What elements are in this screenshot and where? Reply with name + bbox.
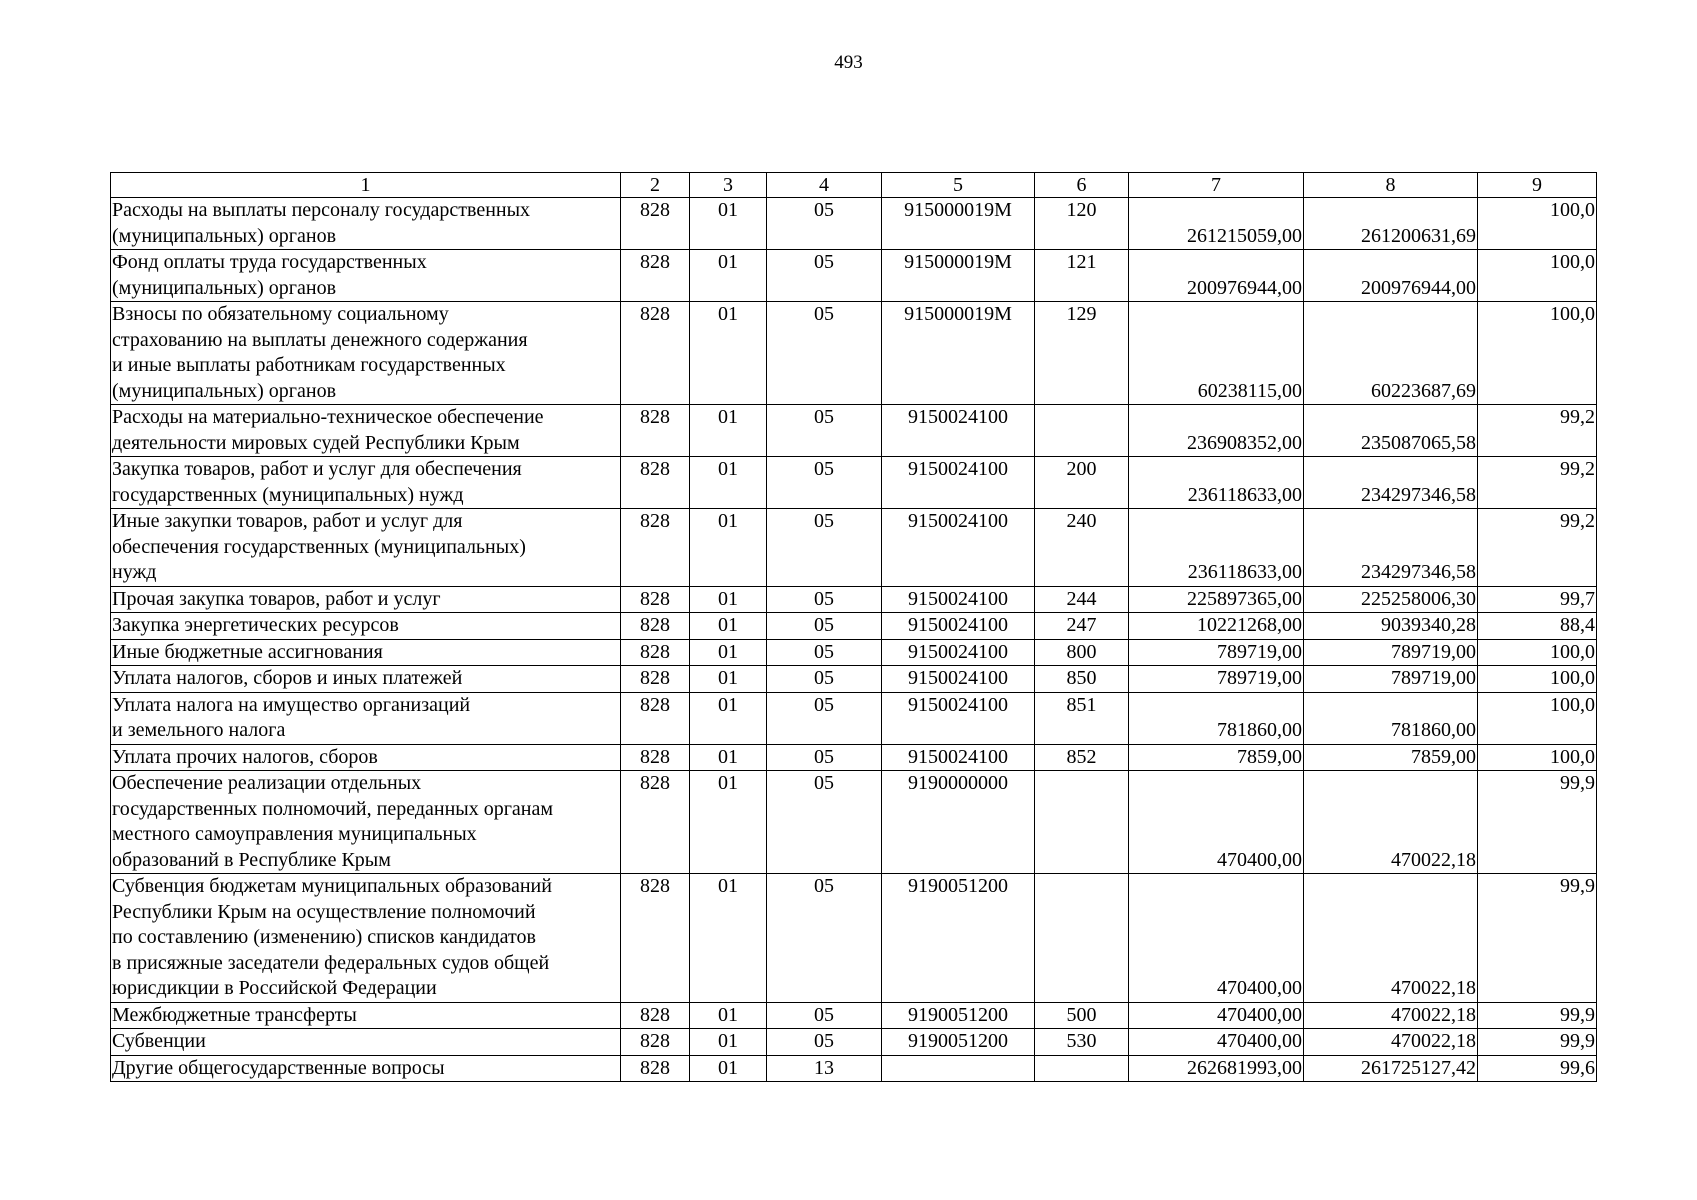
- row-name: Фонд оплаты труда государственных (муниципальных) органов: [111, 250, 621, 302]
- header-cell: 8: [1304, 173, 1478, 198]
- cell-ministry-code: 828: [621, 771, 690, 874]
- cell-target-article: 9190051200: [882, 874, 1035, 1003]
- cell-expense-type: 121: [1035, 250, 1129, 302]
- cell-executed: 235087065,58: [1304, 405, 1478, 457]
- cell-subsection: 05: [767, 302, 882, 405]
- cell-expense-type: 851: [1035, 692, 1129, 744]
- cell-expense-type: 530: [1035, 1029, 1129, 1056]
- cell-approved: 781860,00: [1129, 692, 1304, 744]
- cell-ministry-code: 828: [621, 586, 690, 613]
- cell-approved: 236908352,00: [1129, 405, 1304, 457]
- cell-ministry-code: 828: [621, 1055, 690, 1082]
- cell-section: 01: [690, 744, 767, 771]
- cell-section: 01: [690, 771, 767, 874]
- cell-approved: 262681993,00: [1129, 1055, 1304, 1082]
- cell-ministry-code: 828: [621, 1002, 690, 1029]
- cell-executed: 200976944,00: [1304, 250, 1478, 302]
- cell-executed: 234297346,58: [1304, 509, 1478, 587]
- cell-approved: 470400,00: [1129, 1029, 1304, 1056]
- row-name: Субвенции: [111, 1029, 621, 1056]
- cell-ministry-code: 828: [621, 1029, 690, 1056]
- cell-expense-type: 850: [1035, 666, 1129, 693]
- row-name: Другие общегосударственные вопросы: [111, 1055, 621, 1082]
- table-row: [111, 509, 1597, 587]
- table-row: [111, 613, 1597, 640]
- row-name: Закупка товаров, работ и услуг для обеспечения государственных (муниципальных) нужд: [111, 457, 621, 509]
- cell-percent: 99,6: [1478, 1055, 1597, 1082]
- page-number: 493: [834, 52, 863, 73]
- header-cell: 4: [767, 173, 882, 198]
- cell-ministry-code: 828: [621, 302, 690, 405]
- cell-target-article: 9150024100: [882, 509, 1035, 587]
- cell-percent: 99,9: [1478, 874, 1597, 1003]
- row-name: Прочая закупка товаров, работ и услуг: [111, 586, 621, 613]
- row-name: Иные закупки товаров, работ и услуг для обеспечения государственных (муниципальных) нужд: [111, 509, 621, 587]
- cell-expense-type: 240: [1035, 509, 1129, 587]
- cell-executed: 261200631,69: [1304, 198, 1478, 250]
- cell-executed: 470022,18: [1304, 771, 1478, 874]
- cell-target-article: 9190051200: [882, 1029, 1035, 1056]
- cell-approved: 470400,00: [1129, 771, 1304, 874]
- cell-expense-type: 120: [1035, 198, 1129, 250]
- cell-approved: 200976944,00: [1129, 250, 1304, 302]
- cell-executed: 789719,00: [1304, 666, 1478, 693]
- table-row: [111, 250, 1597, 302]
- cell-expense-type: 247: [1035, 613, 1129, 640]
- cell-expense-type: [1035, 405, 1129, 457]
- cell-subsection: 05: [767, 198, 882, 250]
- row-name: Уплата прочих налогов, сборов: [111, 744, 621, 771]
- cell-target-article: 9190051200: [882, 1002, 1035, 1029]
- cell-subsection: 05: [767, 1029, 882, 1056]
- cell-percent: 100,0: [1478, 744, 1597, 771]
- cell-section: 01: [690, 405, 767, 457]
- table-row: [111, 771, 1597, 874]
- cell-percent: 99,9: [1478, 771, 1597, 874]
- cell-section: 01: [690, 639, 767, 666]
- cell-subsection: 05: [767, 692, 882, 744]
- cell-ministry-code: 828: [621, 198, 690, 250]
- cell-approved: 470400,00: [1129, 1002, 1304, 1029]
- header-cell: 1: [111, 173, 621, 198]
- cell-section: 01: [690, 586, 767, 613]
- row-name: Субвенция бюджетам муниципальных образований Республики Крым на осуществление полномочий по составлению (изменению) списков кандидатов в присяжные заседатели федеральных судов общей юрисдикции в Российской Федерации: [111, 874, 621, 1003]
- header-cell: 2: [621, 173, 690, 198]
- cell-subsection: 05: [767, 586, 882, 613]
- cell-expense-type: 200: [1035, 457, 1129, 509]
- cell-target-article: 915000019М: [882, 250, 1035, 302]
- cell-section: 01: [690, 613, 767, 640]
- cell-approved: 789719,00: [1129, 639, 1304, 666]
- cell-percent: 100,0: [1478, 302, 1597, 405]
- cell-percent: 100,0: [1478, 250, 1597, 302]
- cell-target-article: 915000019М: [882, 198, 1035, 250]
- table-row: [111, 874, 1597, 1003]
- cell-target-article: 9150024100: [882, 744, 1035, 771]
- cell-target-article: 9150024100: [882, 405, 1035, 457]
- table-row: [111, 586, 1597, 613]
- row-name: Уплата налога на имущество организаций и земельного налога: [111, 692, 621, 744]
- cell-target-article: 9150024100: [882, 457, 1035, 509]
- table-row: [111, 457, 1597, 509]
- cell-section: 01: [690, 302, 767, 405]
- cell-target-article: 9150024100: [882, 613, 1035, 640]
- cell-subsection: 05: [767, 250, 882, 302]
- cell-ministry-code: 828: [621, 613, 690, 640]
- cell-subsection: 13: [767, 1055, 882, 1082]
- row-name: Межбюджетные трансферты: [111, 1002, 621, 1029]
- cell-percent: 99,2: [1478, 457, 1597, 509]
- cell-percent: 99,7: [1478, 586, 1597, 613]
- cell-executed: 470022,18: [1304, 1029, 1478, 1056]
- cell-subsection: 05: [767, 639, 882, 666]
- cell-executed: 781860,00: [1304, 692, 1478, 744]
- cell-percent: 100,0: [1478, 692, 1597, 744]
- cell-section: 01: [690, 250, 767, 302]
- cell-section: 01: [690, 198, 767, 250]
- table-row: [111, 666, 1597, 693]
- budget-table: [110, 172, 1597, 1082]
- cell-approved: 261215059,00: [1129, 198, 1304, 250]
- cell-executed: 9039340,28: [1304, 613, 1478, 640]
- header-cell: 6: [1035, 173, 1129, 198]
- cell-expense-type: [1035, 771, 1129, 874]
- cell-executed: 261725127,42: [1304, 1055, 1478, 1082]
- cell-ministry-code: 828: [621, 874, 690, 1003]
- cell-approved: 789719,00: [1129, 666, 1304, 693]
- cell-section: 01: [690, 509, 767, 587]
- cell-approved: 470400,00: [1129, 874, 1304, 1003]
- cell-expense-type: 852: [1035, 744, 1129, 771]
- cell-section: 01: [690, 666, 767, 693]
- cell-ministry-code: 828: [621, 509, 690, 587]
- table-row: [111, 1055, 1597, 1082]
- cell-approved: 7859,00: [1129, 744, 1304, 771]
- cell-subsection: 05: [767, 874, 882, 1003]
- cell-approved: 10221268,00: [1129, 613, 1304, 640]
- table-row: [111, 692, 1597, 744]
- cell-section: 01: [690, 874, 767, 1003]
- cell-expense-type: 129: [1035, 302, 1129, 405]
- cell-executed: 7859,00: [1304, 744, 1478, 771]
- cell-approved: 236118633,00: [1129, 457, 1304, 509]
- cell-ministry-code: 828: [621, 639, 690, 666]
- cell-target-article: 9150024100: [882, 666, 1035, 693]
- cell-subsection: 05: [767, 1002, 882, 1029]
- row-name: Расходы на материально-техническое обеспечение деятельности мировых судей Республики Крым: [111, 405, 621, 457]
- cell-section: 01: [690, 1029, 767, 1056]
- row-name: Уплата налогов, сборов и иных платежей: [111, 666, 621, 693]
- cell-target-article: [882, 1055, 1035, 1082]
- cell-target-article: 915000019М: [882, 302, 1035, 405]
- cell-executed: 234297346,58: [1304, 457, 1478, 509]
- cell-executed: 470022,18: [1304, 874, 1478, 1003]
- row-name: Взносы по обязательному социальному страхованию на выплаты денежного содержания и иные выплаты работникам государственных (муниципальных) органов: [111, 302, 621, 405]
- cell-expense-type: [1035, 874, 1129, 1003]
- cell-percent: 88,4: [1478, 613, 1597, 640]
- cell-expense-type: 500: [1035, 1002, 1129, 1029]
- header-cell: 5: [882, 173, 1035, 198]
- header-cell: 9: [1478, 173, 1597, 198]
- cell-subsection: 05: [767, 509, 882, 587]
- cell-percent: 99,2: [1478, 509, 1597, 587]
- cell-executed: 60223687,69: [1304, 302, 1478, 405]
- table-row: [111, 405, 1597, 457]
- cell-executed: 470022,18: [1304, 1002, 1478, 1029]
- table-row: [111, 1029, 1597, 1056]
- cell-expense-type: 800: [1035, 639, 1129, 666]
- cell-percent: 99,2: [1478, 405, 1597, 457]
- cell-expense-type: [1035, 1055, 1129, 1082]
- cell-subsection: 05: [767, 457, 882, 509]
- table-row: [111, 744, 1597, 771]
- cell-ministry-code: 828: [621, 405, 690, 457]
- table-row: [111, 198, 1597, 250]
- header-row: [111, 173, 1597, 198]
- table-row: [111, 639, 1597, 666]
- cell-subsection: 05: [767, 744, 882, 771]
- header-cell: 7: [1129, 173, 1304, 198]
- cell-target-article: 9150024100: [882, 692, 1035, 744]
- cell-approved: 60238115,00: [1129, 302, 1304, 405]
- cell-ministry-code: 828: [621, 250, 690, 302]
- header-cell: 3: [690, 173, 767, 198]
- row-name: Расходы на выплаты персоналу государственных (муниципальных) органов: [111, 198, 621, 250]
- row-name: Иные бюджетные ассигнования: [111, 639, 621, 666]
- cell-subsection: 05: [767, 666, 882, 693]
- cell-subsection: 05: [767, 405, 882, 457]
- cell-approved: 225897365,00: [1129, 586, 1304, 613]
- cell-percent: 100,0: [1478, 666, 1597, 693]
- cell-executed: 225258006,30: [1304, 586, 1478, 613]
- table-row: [111, 1002, 1597, 1029]
- cell-section: 01: [690, 692, 767, 744]
- cell-approved: 236118633,00: [1129, 509, 1304, 587]
- cell-section: 01: [690, 1055, 767, 1082]
- cell-executed: 789719,00: [1304, 639, 1478, 666]
- cell-subsection: 05: [767, 771, 882, 874]
- cell-ministry-code: 828: [621, 457, 690, 509]
- cell-ministry-code: 828: [621, 692, 690, 744]
- cell-section: 01: [690, 1002, 767, 1029]
- cell-target-article: 9150024100: [882, 639, 1035, 666]
- cell-percent: 100,0: [1478, 639, 1597, 666]
- cell-ministry-code: 828: [621, 744, 690, 771]
- row-name: Закупка энергетических ресурсов: [111, 613, 621, 640]
- cell-percent: 99,9: [1478, 1002, 1597, 1029]
- cell-target-article: 9150024100: [882, 586, 1035, 613]
- cell-expense-type: 244: [1035, 586, 1129, 613]
- table-row: [111, 302, 1597, 405]
- cell-ministry-code: 828: [621, 666, 690, 693]
- cell-percent: 99,9: [1478, 1029, 1597, 1056]
- cell-subsection: 05: [767, 613, 882, 640]
- row-name: Обеспечение реализации отдельных государственных полномочий, переданных органам местного самоуправления муниципальных образований в Республике Крым: [111, 771, 621, 874]
- cell-percent: 100,0: [1478, 198, 1597, 250]
- cell-section: 01: [690, 457, 767, 509]
- cell-target-article: 9190000000: [882, 771, 1035, 874]
